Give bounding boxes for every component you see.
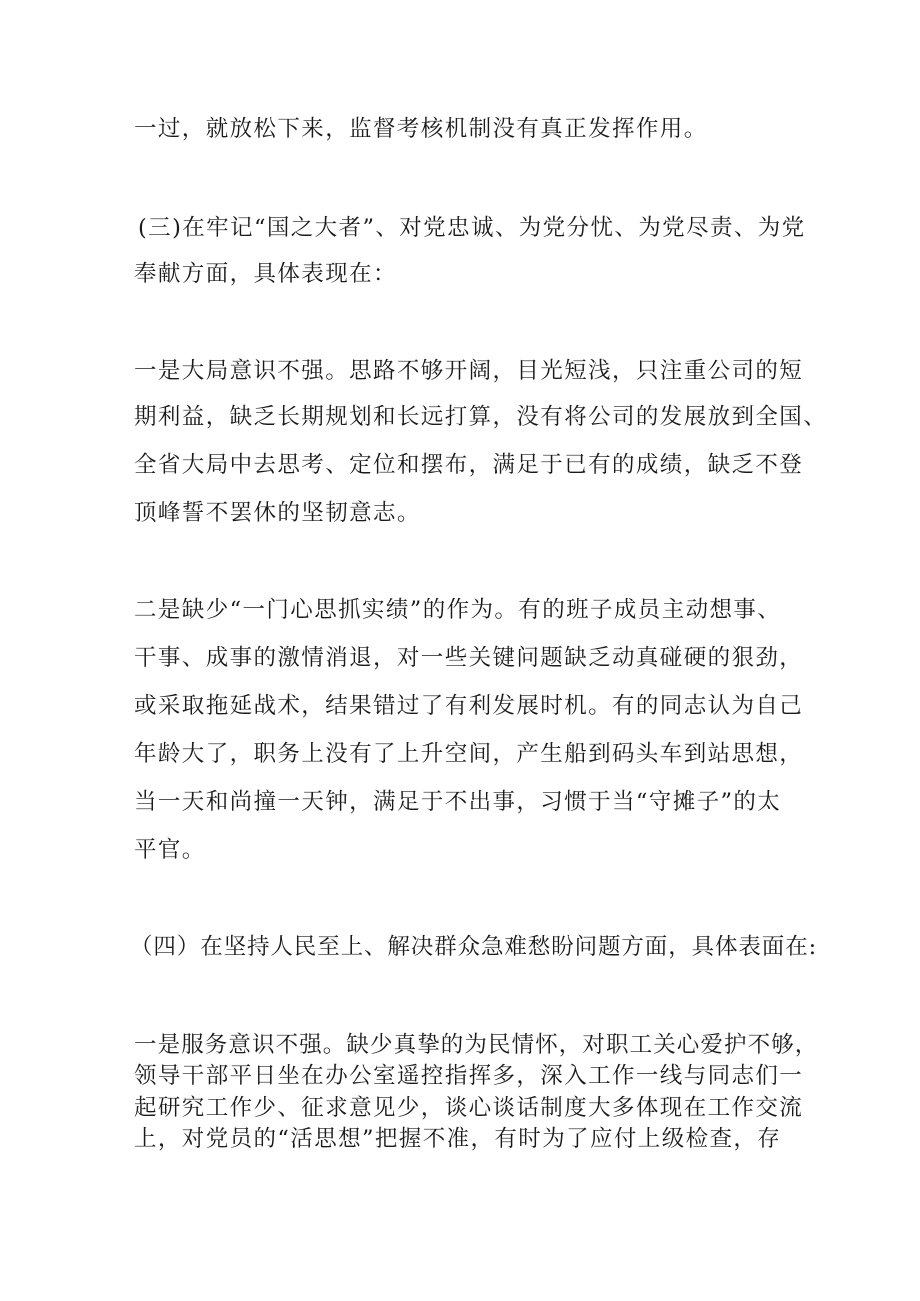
paragraph-line: 干事、成事的激情消退，对一些关键问题缺乏动真碰硬的狠劲， [134, 645, 804, 671]
section-heading-line: 奉献方面，具体表现在： [134, 261, 397, 287]
paragraph-line: 二是缺少“一门心思抓实绩”的作为。有的班子成员主动想事、 [134, 597, 782, 623]
paragraph-line: 期利益，缺乏长期规划和长远打算，没有将公司的发展放到全国、 [134, 404, 828, 430]
paragraph-line: 一过，就放松下来，监督考核机制没有真正发挥作用。 [134, 116, 708, 142]
paragraph-line: 一是大局意识不强。思路不够开阔，目光短浅，只注重公司的短 [134, 358, 804, 384]
paragraph-line: 上，对党员的“活思想”把握不准，有时为了应付上级检查，存 [134, 1126, 782, 1152]
paragraph-line: 年龄大了，职务上没有了上升空间，产生船到码头车到站思想， [134, 741, 804, 767]
paragraph-line: 当一天和尚撞一天钟，满足于不出事，习惯于当“守摊子”的太 [134, 789, 782, 815]
paragraph-line: 或采取拖延战术，结果错过了有利发展时机。有的同志认为自己 [134, 693, 804, 719]
paragraph-line: 平官。 [134, 837, 206, 863]
section-heading-line: (三)在牢记“国之大者”、对党忠诚、为党分忧、为党尽责、为党 [138, 215, 806, 241]
paragraph-line: 全省大局中去思考、定位和摆布，满足于已有的成绩，缺乏不登 [134, 452, 804, 478]
section-heading-line: （四）在坚持人民至上、解决群众急难愁盼问题方面，具体表面在: [130, 934, 818, 960]
paragraph-line: 起研究工作少、征求意见少，谈心谈话制度大多体现在工作交流 [134, 1095, 804, 1121]
paragraph-line: 一是服务意识不强。缺少真挚的为民情怀，对职工关心爱护不够， [134, 1032, 819, 1058]
paragraph-line: 领导干部平日坐在办公室遥控指挥多，深入工作一线与同志们一 [134, 1063, 804, 1089]
paragraph-line: 顶峰誓不罢休的坚韧意志。 [134, 500, 421, 526]
